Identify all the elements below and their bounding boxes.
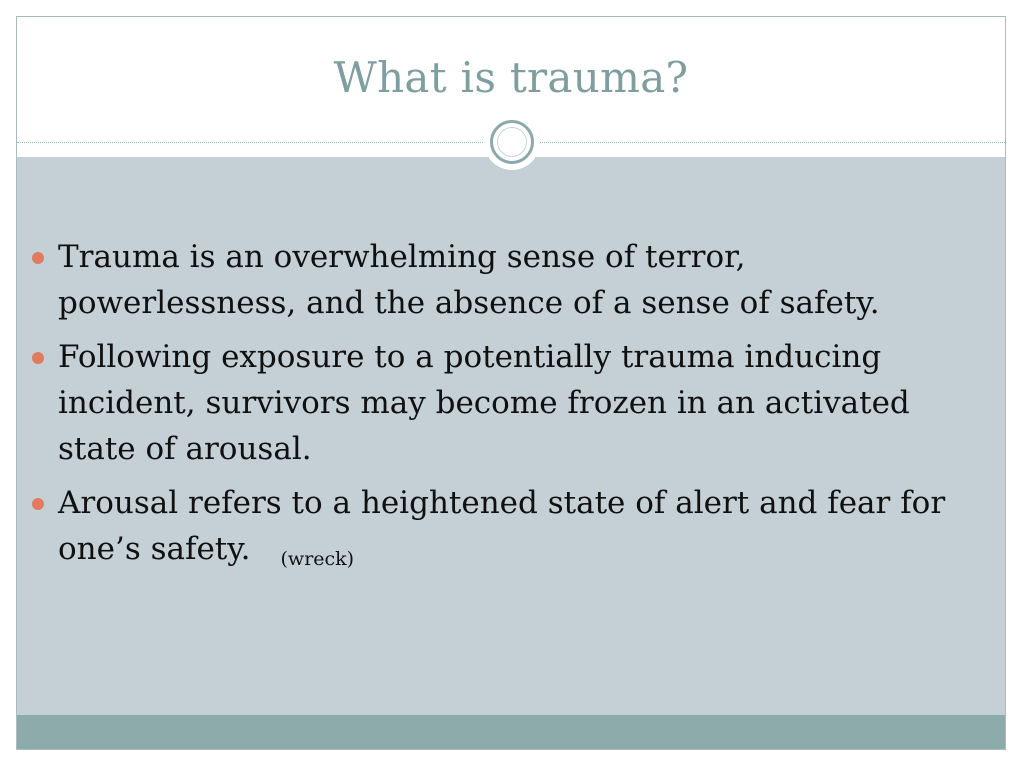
ornament-inner-ring <box>497 127 527 157</box>
circle-ornament-icon <box>484 114 540 170</box>
bullet-dot-icon <box>32 352 44 364</box>
bullet-list <box>32 234 972 584</box>
slide-title: What is trauma? <box>333 53 689 102</box>
footer-bar <box>17 715 1005 750</box>
bullet-dot-icon <box>32 498 44 510</box>
bullet-dot-icon <box>32 252 44 264</box>
bullet-text: Trauma is an overwhelming sense of terror, powerlessness, and the absence of a sense of safety. <box>58 239 880 321</box>
bullet-text: Arousal refers to a heightened state of alert and fear for one’s safety. <box>58 485 946 567</box>
bullet-item <box>32 334 972 472</box>
bullet-text: Following exposure to a potentially trauma inducing incident, survivors may become frozen in an activated state of arousal. <box>58 339 910 467</box>
annotation-text: (wreck) <box>280 548 355 570</box>
ornament-ring <box>490 120 534 164</box>
bullet-item <box>32 480 972 576</box>
bullet-item <box>32 234 972 326</box>
